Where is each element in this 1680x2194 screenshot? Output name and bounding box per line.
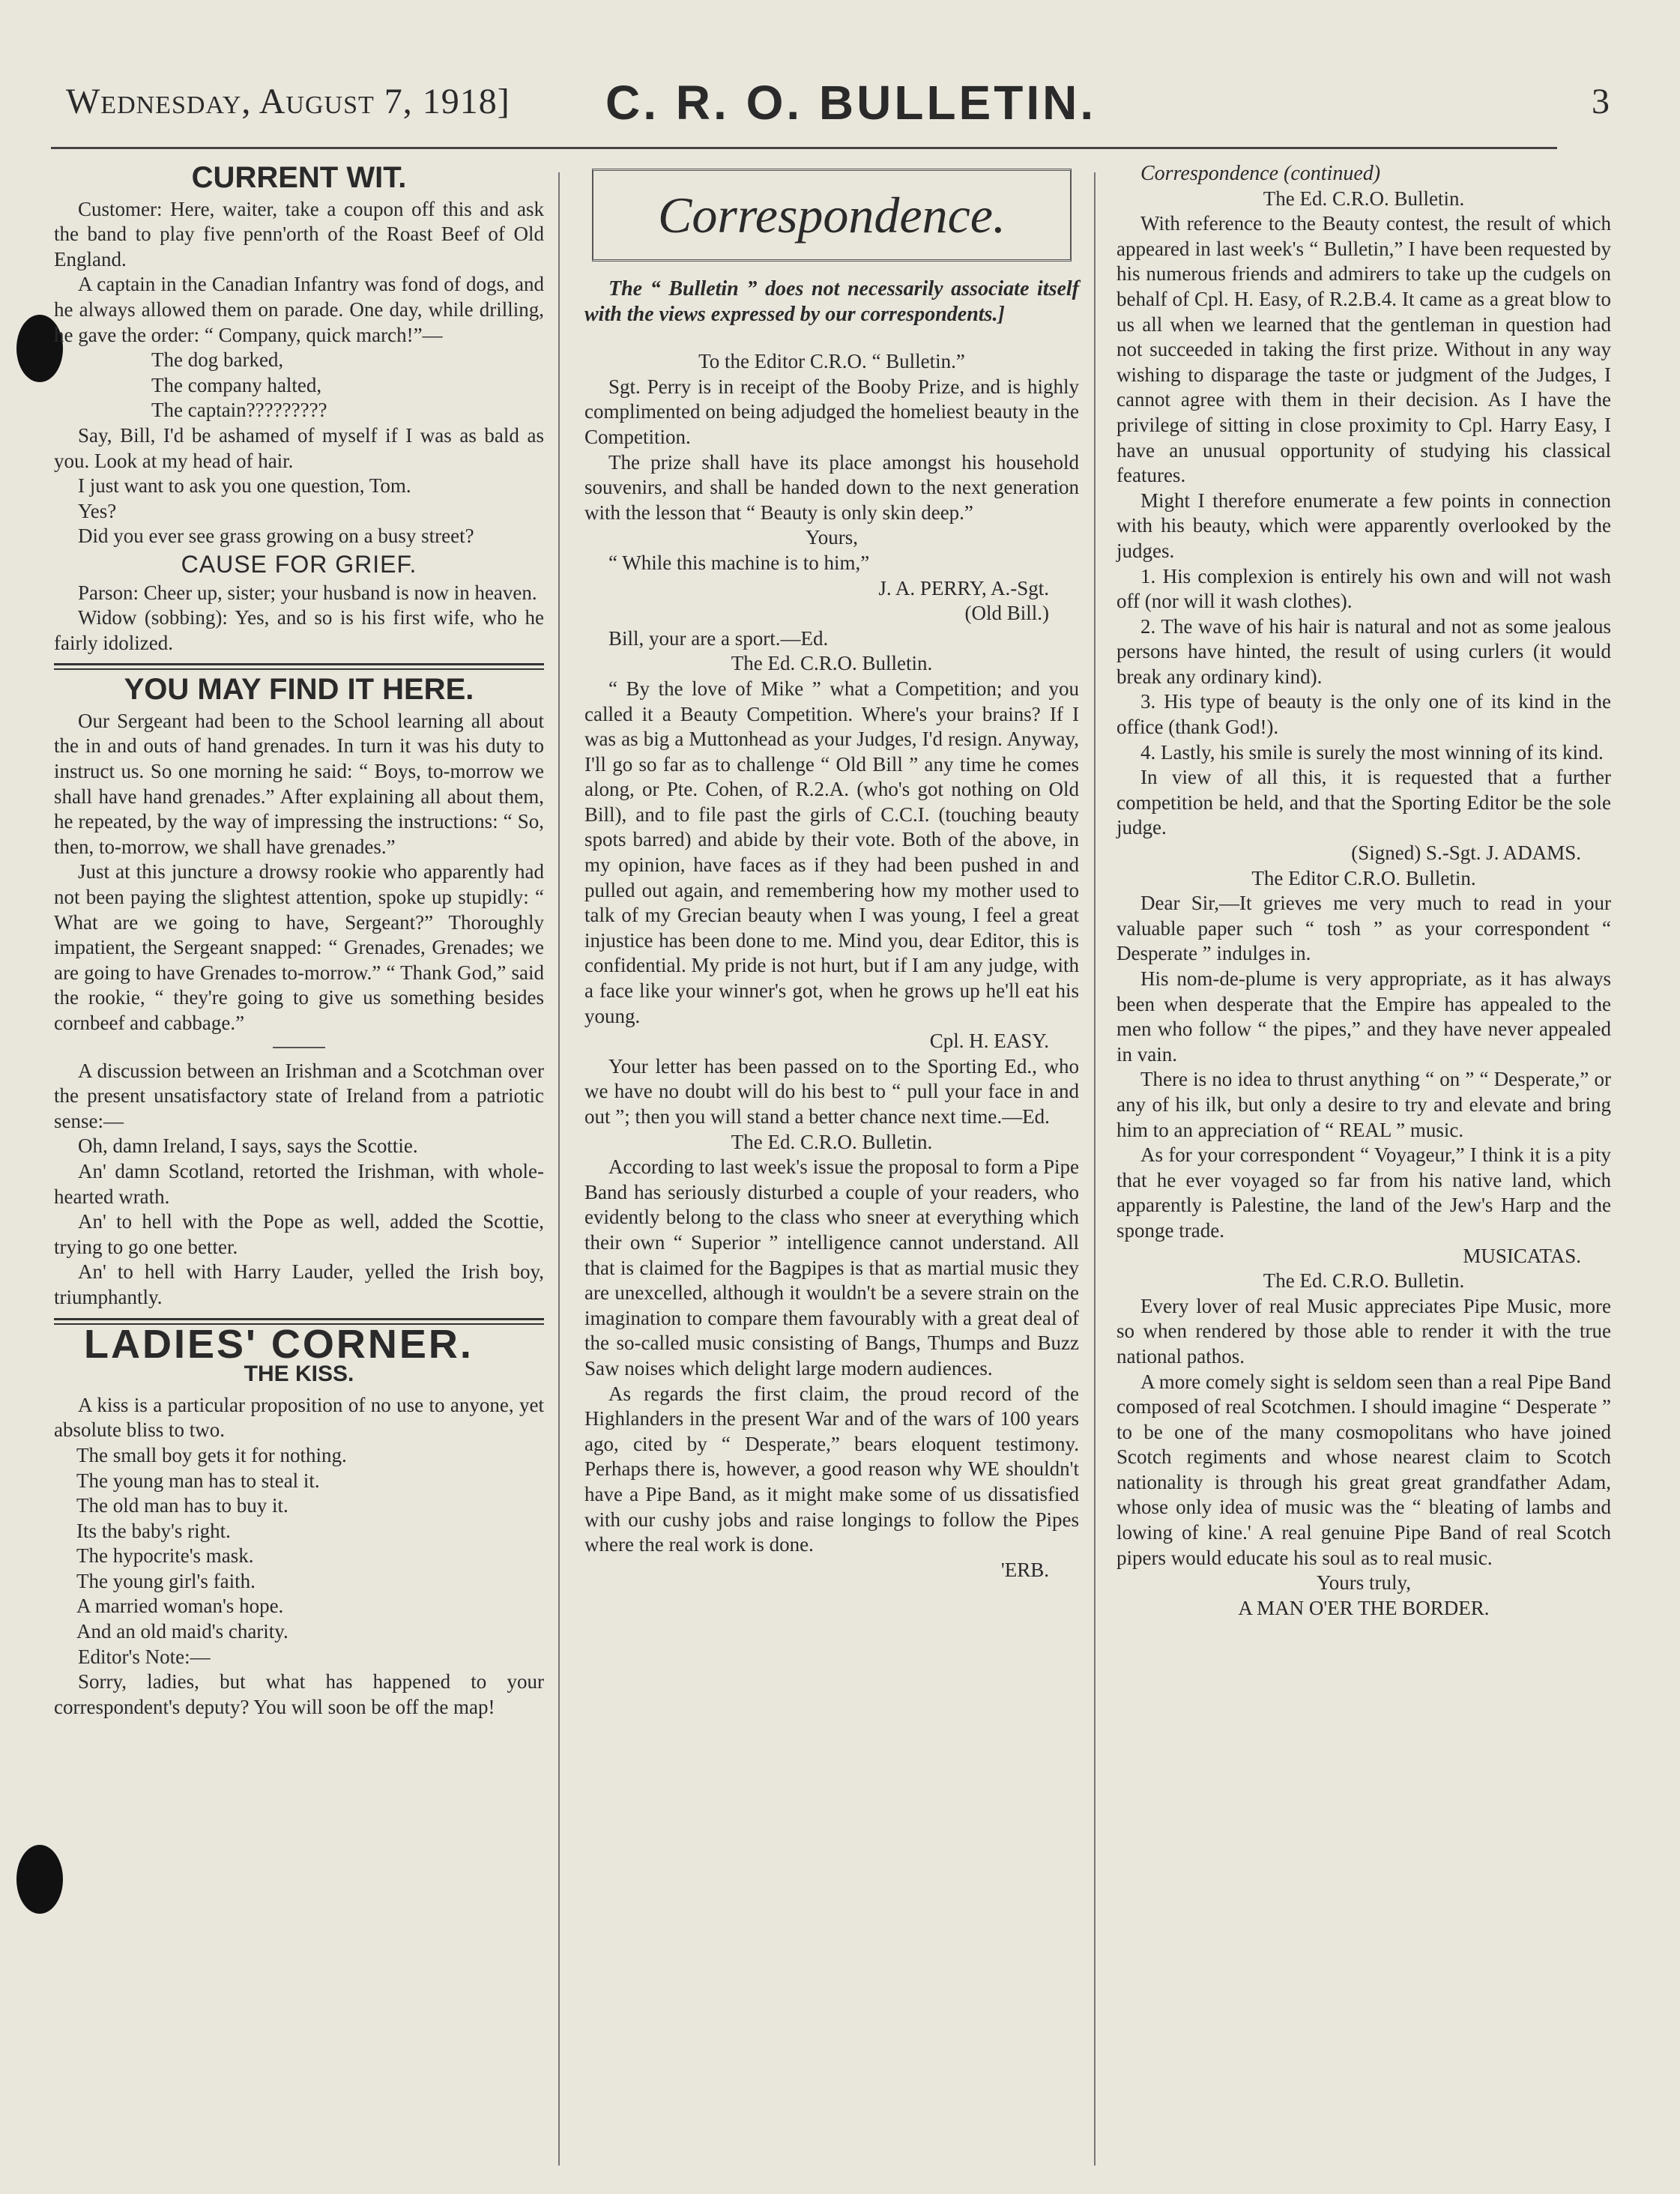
paragraph: Sorry, ladies, but what has happened to your correspondent's deputy? You will soon be off the map! [54,1670,544,1718]
subsection-title: CAUSE FOR GRIEF. [181,550,417,578]
paragraph: Sgt. Perry is in receipt of the Booby Prize, and is highly complimented on being adjudged the homeliest beauty in the Competition. [584,375,1079,448]
verse-line: Its the baby's right. [76,1519,231,1542]
paragraph: Editor's Note:— [78,1645,211,1668]
paragraph: Widow (sobbing): Yes, and so is his first wife, who he fairly idolized. [54,606,544,654]
paragraph: An' damn Scotland, retorted the Irishman, with whole-hearted wrath. [54,1159,544,1208]
column-1 [54,161,544,1720]
subsection-title: THE KISS. [244,1362,354,1387]
column-divider [1094,172,1096,2166]
column-2 [584,161,1079,1583]
paragraph: In view of all this, it is requested that a further competition be held, and that the Sporting Editor be the sole judge. [1117,766,1611,839]
verse-line: The young girl's faith. [76,1569,256,1592]
verse-line: And an old maid's charity. [76,1620,288,1643]
letter-heading: To the Editor C.R.O. “ Bulletin.” [698,350,965,373]
header-rule [51,147,1557,149]
verse-line: A married woman's hope. [76,1595,284,1618]
paragraph: A captain in the Canadian Infantry was fond of dogs, and he always allowed them on parade. One day, while drilling, he gave the order: “ Company, quick march!”— [54,273,544,346]
letter-heading: The Editor C.R.O. Bulletin. [1251,866,1476,889]
disclaimer: The “ Bulletin ” does not necessarily associate itself with the views expressed by our correspondents.] [584,277,1079,326]
paragraph: An' to hell with Harry Lauder, yelled the Irish boy, triumphantly. [54,1260,544,1308]
letter-closing: Yours, [805,526,859,549]
column-divider [558,172,560,2166]
paragraph: Did you ever see grass growing on a busy street? [78,525,474,548]
paragraph: There is no idea to thrust anything “ on ” “ Desperate,” or any of his ilk, but only a desire to try and elevate and bring him to an appreciation of “ REAL ” music. [1117,1068,1611,1141]
letter-heading: The Ed. C.R.O. Bulletin. [731,1130,933,1153]
letter-closing: Yours truly, [1316,1571,1412,1595]
paragraph: A discussion between an Irishman and a Scotchman over the present unsatisfactory state of Ireland from a patriotic sense:— [54,1059,544,1132]
paragraph: As regards the first claim, the proud record of the Highlanders in the present War and of the wars of 100 years ago, cited by “ Desperate,” bears eloquent testimony. Perhaps there is, however, a good reason why WE shouldn't have a Pipe Band, as it might make some of us dissatisfied with our cushy jobs and raise longings to follow the Pipes where the real work is done. [584,1382,1079,1556]
paragraph: “ By the love of Mike ” what a Competition; and you called it a Beauty Competition. Where's your brains? If I was as big a Muttonhead as your Judges, I'd resign. Anyway, I'll go so far as to challenge “ Old Bill ” any time he comes along, or Pte. Cohen, of R.2.A. (who's got nothing on Old Bill), and to file past the girls of C.C.I. (touching beauty spots barred) and abide by their vote. Both of the above, in my opinion, have faces as if they had been pushed in and pulled out again, and remembering how my mother used to talk of my Grecian beauty when I was young, I feel a great injustice has been done to me. Mind you, dear Editor, this is confidential. My pride is not hurt, but if I am any judge, with a face like your winner's got, when he grows up he'll eat his young. [584,677,1079,1027]
paragraph: With reference to the Beauty contest, the result of which appeared in last week's “ Bulletin,” I have been requested by his numerous friends and admirers to take up the cudgels on behalf of Cpl. H. Easy, of R.2.B.4. It came as a great blow to us all when we learned that the gentleman in question had not succeeded in taking the first prize. Without in any way wishing to disparage the taste or judgment of the Judges, I cannot agree with them in their decision. As I have the privilege of sitting in close proximity to Cpl. Harry Easy, I have an unusual opportunity of studying his classical features. [1117,212,1611,487]
paragraph: According to last week's issue the proposal to form a Pipe Band has seriously disturbed a couple of your readers, who evidently belong to the class who sneer at everything which their own “ Superior ” intelligence cannot understand. All that is claimed for the Bagpipes is that as martial music they are unexcelled, although it wouldn't be a severe strain on the imagination to compare them favourably with a great deal of the so-called music consisting of Bangs, Thumps and Buzz Saw noises which delight large modern audiences. [584,1155,1079,1379]
paragraph: Oh, damn Ireland, I says, says the Scottie. [78,1134,418,1158]
continued-heading: Correspondence (continued) [1140,162,1381,185]
paragraph: Dear Sir,—It grieves me very much to read in your valuable paper such “ tosh ” as your correspondent “ Desperate ” indulges in. [1117,892,1611,965]
signature: 'ERB. [1000,1558,1049,1581]
paragraph: A more comely sight is seldom seen than a real Pipe Band composed of real Scotchmen. I should imagine “ Desperate ” to be one of the many cosmopolitans who have joined Scotch regiments and whose nearest claim to Scotch nationality is through his great great grandfather Adam, whose only idea of music was the “ bleating of lambs and lowing of kine.' A real genuine Pipe Band of real Scotch pipers would educate his soul as to real music. [1117,1370,1611,1569]
verse-line: The young man has to steal it. [76,1469,320,1492]
signature: (Signed) S.-Sgt. J. ADAMS. [1351,841,1581,865]
paragraph: Might I therefore enumerate a few points in connection with his beauty, which were apparently overlooked by the judges. [1117,489,1611,562]
letter-heading: The Ed. C.R.O. Bulletin. [1263,187,1465,210]
signature: MUSICATAS. [1463,1244,1581,1267]
paragraph: 4. Lastly, his smile is surely the most winning of its kind. [1140,740,1604,764]
editor-note: Bill, your are a sport.—Ed. [608,626,829,650]
verse-line: The hypocrite's mask. [76,1544,254,1568]
paragraph: Every lover of real Music appreciates Pipe Music, more so when rendered by those able to render it with the true national pathos. [1117,1294,1611,1368]
paragraph: 2. The wave of his hair is natural and not as some jealous persons have hinted, the result of using curlers (it would break any ordinary kind). [1117,614,1611,688]
section-title: YOU MAY FIND IT HERE. [124,673,474,707]
section-rule [54,663,544,670]
paragraph: An' to hell with the Pope as well, added the Scottie, trying to go one better. [54,1210,544,1258]
paragraph: I just want to ask you one question, Tom. [78,474,411,498]
signature: J. A. PERRY, A.-Sgt. [878,576,1049,599]
signature: Cpl. H. EASY. [929,1030,1049,1053]
paragraph: As for your correspondent “ Voyageur,” I think it is a pity that he ever voyaged so far from his native land, which apparently is Palestine, the land of the Jew's Harp and the sponge trade. [1117,1143,1611,1242]
correspondence-banner: Correspondence. [592,169,1072,262]
paragraph: A kiss is a particular proposition of no use to anyone, yet absolute bliss to two. [54,1393,544,1442]
paragraph: “ While this machine is to him,” [608,551,870,574]
paragraph: 1. His complexion is entirely his own and will not wash off (nor will it wash clothes). [1117,564,1611,613]
column-3 [1117,161,1611,1621]
punch-hole [16,1845,63,1914]
paragraph: Say, Bill, I'd be ashamed of myself if I was as bald as you. Look at my head of hair. [54,423,544,472]
issue-date: Wednesday, August 7, 1918] [66,82,510,121]
paragraph: Your letter has been passed on to the Sporting Ed., who we have no doubt will do his best to “ pull your face in and out ”; then you will stand a better chance next time.—Ed. [584,1054,1079,1128]
verse-line: The old man has to buy it. [76,1494,288,1517]
paragraph: Our Sergeant had been to the School learning all about the in and outs of hand grenades. In turn it was his duty to instruct us. So one morning he said: “ Boys, to-morrow we shall have hand grenades.” After explaining all about them, he repeated, by the way of impressing the instructions: “ So, then, to-morrow, we shall have grenades.” [54,709,544,858]
verse-line: The captain????????? [151,399,327,422]
verse-line: The dog barked, [151,348,284,372]
paragraph: His nom-de-plume is very appropriate, as it has always been when desperate that the Empire has appealed to the men who follow “ the pipes,” and they have never appealed in vain. [1117,967,1611,1066]
publication-title: C. R. O. BULLETIN. [605,76,1097,130]
paragraph: Yes? [78,499,117,522]
signature: A MAN O'ER THE BORDER. [1238,1596,1490,1619]
verse-line: The company halted, [151,373,322,396]
section-title: CURRENT WIT. [191,161,407,194]
paragraph: The prize shall have its place amongst his household souvenirs, and shall be handed down to the next generation with the lesson that “ Beauty is only skin deep.” [584,450,1079,524]
paragraph: Customer: Here, waiter, take a coupon off this and ask the band to play five penn'orth of the Roast Beef of Old England. [54,197,544,271]
paragraph: Parson: Cheer up, sister; your husband is now in heaven. [78,581,537,604]
letter-heading: The Ed. C.R.O. Bulletin. [731,652,933,675]
signature: (Old Bill.) [964,602,1049,625]
paragraph: Just at this juncture a drowsy rookie who apparently had not been paying the slightest attention, spoke up stupidly: “ What are we going to have, Sergeant?” Thoroughly impatient, the Sergeant snapped: “ Grenades, Grenades; we are going to have Grenades to-morrow.” “ Thank God,” said the rookie, “ they're going to give us something besides cornbeef and cabbage.” [54,860,544,1034]
paragraph: 3. His type of beauty is the only one of its kind in the office (thank God!). [1117,690,1611,739]
page-number: 3 [1592,82,1610,121]
verse-line: The small boy gets it for nothing. [76,1443,347,1466]
letter-heading: The Ed. C.R.O. Bulletin. [1263,1269,1465,1293]
page-header [66,76,1610,133]
separator [273,1047,325,1048]
section-title: LADIES' CORNER. [84,1321,474,1367]
